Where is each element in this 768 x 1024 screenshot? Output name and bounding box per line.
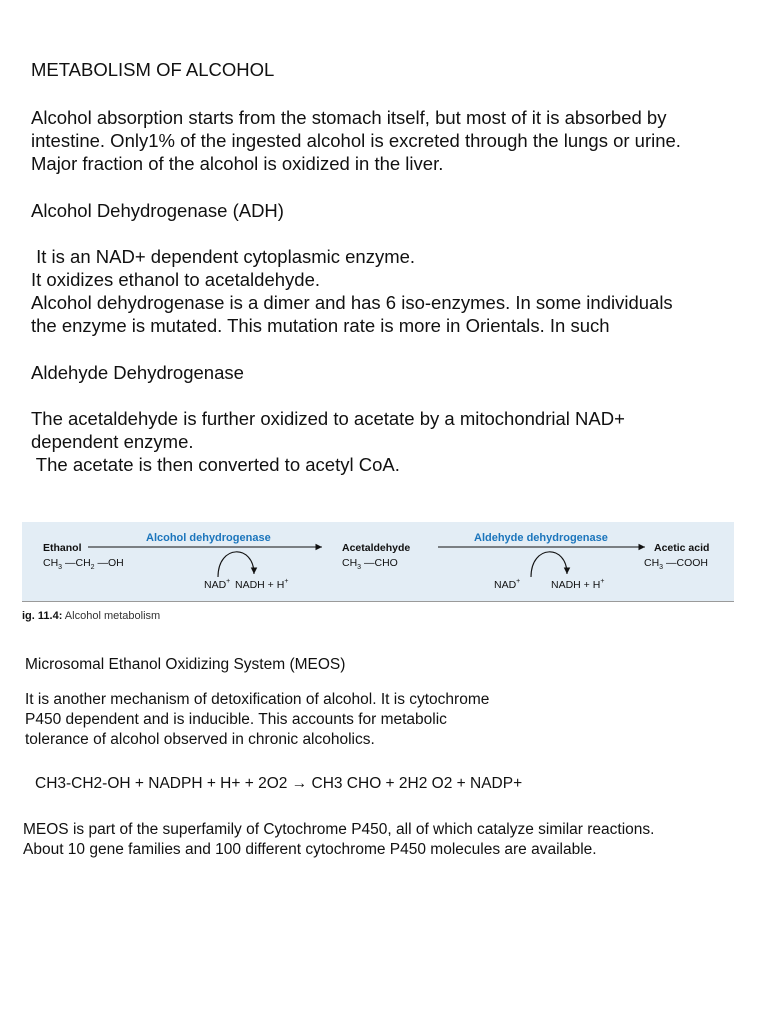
meos-line: tolerance of alcohol observed in chronic alcoholics. xyxy=(25,731,375,748)
ethanol-formula: $CH_3$ $—CH_2$ —OH xyxy=(43,557,124,571)
adh-heading: Alcohol Dehydrogenase (ADH) xyxy=(31,200,284,221)
adh-line: It oxidizes ethanol to acetaldehyde. xyxy=(31,269,320,290)
ethanol-label: Ethanol xyxy=(43,542,82,554)
enzyme-adh-label: Alcohol dehydrogenase xyxy=(146,532,271,544)
meos-equation: CH3-CH2-OH + NADPH + H+ + 2O2 → CH3 CHO + 2H2 O2 + NADP+ xyxy=(35,775,523,792)
cofactor-arrow-1 xyxy=(218,552,254,577)
aldh-line: The acetaldehyde is further oxidized to acetate by a mitochondrial NAD+ xyxy=(31,408,625,429)
pathway-diagram xyxy=(22,522,734,602)
cofactor-arrow-2 xyxy=(531,552,567,577)
page-title: METABOLISM OF ALCOHOL xyxy=(31,59,275,80)
meos-summary-line: MEOS is part of the superfamily of Cytochrome P450, all of which catalyze similar reactions. xyxy=(23,821,655,838)
intro-line: intestine. Only1% of the ingested alcohol is excreted through the lungs or urine. xyxy=(31,130,681,151)
enzyme-aldh-label: Aldehyde dehydrogenase xyxy=(474,532,608,544)
nadh-label-2: NADH + H+ xyxy=(551,578,605,591)
adh-line: It is an NAD+ dependent cytoplasmic enzyme. xyxy=(31,246,416,267)
figure-caption-label: ig. 11.4: xyxy=(22,610,63,622)
acetic-acid-formula: $CH_3$ —COOH xyxy=(644,557,708,571)
meos-line: P450 dependent and is inducible. This accounts for metabolic xyxy=(25,711,447,728)
aldh-heading: Aldehyde Dehydrogenase xyxy=(31,362,244,383)
meos-line: It is another mechanism of detoxification of alcohol. It is cytochrome xyxy=(25,691,490,708)
acetaldehyde-formula: $CH_3$ —CHO xyxy=(342,557,398,571)
figure-caption xyxy=(22,609,160,623)
figure-divider xyxy=(22,601,734,602)
acetic-acid-label: Acetic acid xyxy=(654,542,710,554)
adh-line: the enzyme is mutated. This mutation rate is more in Orientals. In such xyxy=(31,315,610,336)
nadh-label-1: NADH + H+ xyxy=(235,578,289,591)
adh-line: Alcohol dehydrogenase is a dimer and has 6 iso-enzymes. In some individuals xyxy=(31,292,673,313)
nad-label-2: NAD+ xyxy=(494,578,521,591)
meos-summary-line: About 10 gene families and 100 different cytochrome P450 molecules are available. xyxy=(23,841,597,858)
acetaldehyde-label: Acetaldehyde xyxy=(342,542,411,554)
aldh-line: The acetate is then converted to acetyl CoA. xyxy=(31,454,400,475)
intro-line: Alcohol absorption starts from the stomach itself, but most of it is absorbed by xyxy=(31,107,667,128)
aldh-line: dependent enzyme. xyxy=(31,431,194,452)
nad-label-1: NAD+ xyxy=(204,578,231,591)
figure-caption-text: Alcohol metabolism xyxy=(62,610,161,622)
meos-heading: Microsomal Ethanol Oxidizing System (MEOS) xyxy=(25,656,346,673)
intro-line: Major fraction of the alcohol is oxidized in the liver. xyxy=(31,153,444,174)
alcohol-metabolism-figure xyxy=(22,522,734,602)
